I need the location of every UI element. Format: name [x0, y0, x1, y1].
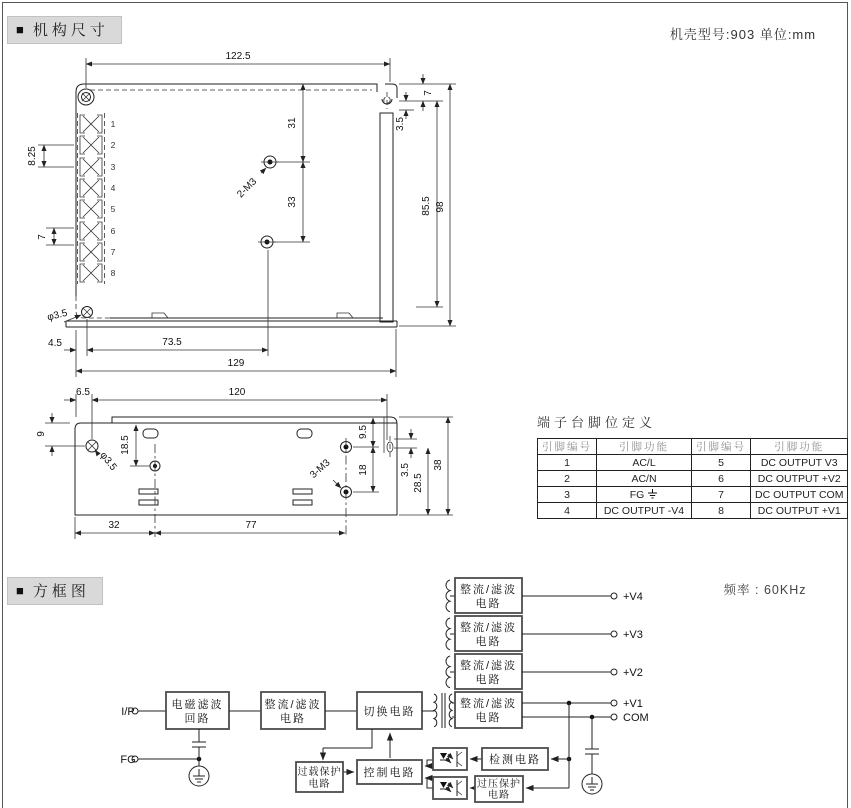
com-ground-branch: [582, 717, 602, 794]
svg-text:回路: 回路: [184, 713, 211, 725]
svg-text:3: 3: [110, 162, 116, 172]
case-outline: [75, 417, 397, 515]
dim-vent-pitch: 7: [37, 234, 48, 240]
vent-louver-strip: [78, 113, 105, 284]
svg-text:整流/滤波: 整流/滤波: [459, 584, 518, 596]
control-circuit-box: [357, 760, 422, 784]
dim-hole-span: 18: [358, 464, 369, 476]
col-header: 引脚编号: [538, 439, 597, 455]
pin-number: 3: [538, 487, 597, 503]
dim-total-height: 38: [433, 459, 444, 471]
detection-circuit-box: [482, 748, 548, 770]
block-diagram: [120, 578, 648, 802]
dim-tab-height: 7: [423, 90, 434, 96]
section-title: 方框图: [32, 583, 90, 600]
pin-function: DC OUTPUT V3: [751, 455, 848, 471]
pin-number: 2: [538, 471, 597, 487]
pin-number: 1: [538, 455, 597, 471]
output-rectifier-box-v4: [455, 578, 522, 613]
svg-text:8: 8: [110, 268, 116, 278]
pin-function: AC/N: [597, 471, 692, 487]
mounting-hole-icon: [258, 156, 279, 248]
optocoupler-icon: [433, 777, 467, 799]
dim-hole-dia: φ3.5: [46, 307, 69, 324]
transformer-icon: [422, 580, 455, 728]
pin-function: FG: [597, 487, 692, 503]
case-outline: [66, 84, 397, 327]
col-header: 引脚功能: [751, 439, 848, 455]
svg-text:电路: 电路: [475, 674, 502, 686]
dimension-lines: [36, 387, 453, 539]
svg-text:整流/滤波: 整流/滤波: [459, 698, 518, 710]
svg-text:电路: 电路: [308, 779, 331, 790]
svg-text:过压保护: 过压保护: [477, 779, 521, 790]
mounting-hole-icon: [82, 307, 93, 318]
input-terminal-label: I/P: [121, 706, 135, 718]
col-header: 引脚编号: [692, 439, 751, 455]
svg-text:电路: 电路: [475, 712, 502, 724]
svg-text:7: 7: [110, 247, 116, 257]
overload-protection-box: [296, 762, 343, 792]
terminal-numbers: [111, 119, 116, 278]
ground-icon: [582, 774, 602, 794]
dim-total-height: 98: [435, 201, 446, 213]
frequency-note: 频率 : 60KHz: [723, 583, 807, 597]
optocoupler-icon: [433, 748, 467, 770]
dim-screw-offset: 6.5: [76, 387, 90, 398]
section-title: 机构尺寸: [32, 22, 109, 39]
dim-screw-span: 120: [228, 387, 246, 398]
output-label-v3: +V3: [623, 629, 643, 641]
dim-hole-x: 73.5: [162, 337, 182, 348]
svg-text:4: 4: [110, 183, 116, 193]
dim-hole-dia: φ3.5: [97, 450, 119, 473]
dim-hole-top: 9.5: [358, 425, 369, 439]
capacitor-icon: [585, 749, 599, 754]
screw-spec-label: 2-M3: [235, 176, 260, 201]
dim-slot-offset: 18.5: [120, 435, 131, 455]
dim-inner-height: 85.5: [421, 196, 432, 216]
output-label-com: COM: [623, 712, 649, 724]
pin-number: 5: [692, 455, 751, 471]
dim-terminal-pitch: 8.25: [27, 146, 38, 166]
svg-text:切换电路: 切换电路: [363, 706, 416, 718]
screw-icon: [86, 440, 98, 452]
dim-hole-span: 33: [287, 196, 298, 208]
pin-function: AC/L: [597, 455, 692, 471]
dim-total-width: 129: [227, 358, 245, 369]
dim-hole-span-x: 77: [245, 520, 257, 531]
bullet-square-icon: ■: [16, 583, 24, 598]
pin-function: DC OUTPUT -V4: [597, 503, 692, 519]
output-rectifier-box-v3: [455, 616, 522, 651]
overvoltage-protection-box: [475, 776, 523, 802]
dim-top-offset: 9: [36, 431, 47, 437]
svg-text:电路: 电路: [280, 713, 306, 725]
svg-text:整流/滤波: 整流/滤波: [459, 622, 518, 634]
svg-text:整流/滤波: 整流/滤波: [264, 699, 322, 711]
dim-tab-hole: 3.5: [400, 463, 411, 477]
col-header: 引脚功能: [597, 439, 692, 455]
fg-terminal-label: FG: [120, 754, 136, 766]
svg-text:过载保护: 过载保护: [297, 767, 342, 778]
svg-text:检测电路: 检测电路: [489, 754, 541, 766]
svg-text:6: 6: [110, 226, 116, 236]
pin-function: DC OUTPUT +V2: [751, 471, 848, 487]
output-label-v2: +V2: [623, 667, 643, 679]
pin-number: 6: [692, 471, 751, 487]
svg-text:1: 1: [110, 119, 116, 129]
switching-circuit-box: [357, 692, 422, 729]
svg-text:电路: 电路: [475, 636, 502, 648]
mechanical-drawing-top-view: [27, 51, 456, 377]
output-rectifier-box-v1: [455, 692, 522, 728]
capacitor-icon: [192, 742, 206, 747]
case-model-info: 机壳型号:903 单位:mm: [669, 27, 817, 42]
dim-hole-x: 32: [108, 520, 120, 531]
bullet-square-icon: ■: [16, 22, 24, 37]
screw-icon: [78, 89, 94, 105]
output-label-v4: +V4: [623, 591, 643, 603]
svg-text:整流/滤波: 整流/滤波: [459, 660, 518, 672]
pin-number: 4: [538, 503, 597, 519]
screw-spec-label: 3-M3: [308, 457, 333, 481]
dim-edge-offset: 4.5: [48, 338, 62, 349]
ground-icon: [189, 766, 209, 786]
svg-text:电路: 电路: [488, 790, 510, 801]
pin-table-title: 端子台脚位定义: [537, 415, 657, 430]
pin-function: DC OUTPUT COM: [751, 487, 848, 503]
svg-text:电路: 电路: [475, 598, 502, 610]
svg-text:控制电路: 控制电路: [363, 767, 416, 779]
output-label-v1: +V1: [623, 698, 643, 710]
output-rectifier-box-v2: [455, 654, 522, 689]
dim-tab-hole-offset: 3.5: [395, 117, 406, 131]
dim-body-height: 28.5: [413, 473, 424, 493]
mechanical-drawing-side-view: [36, 387, 453, 539]
svg-text:2: 2: [110, 140, 116, 150]
fg-ground-branch: [189, 729, 209, 786]
svg-text:电磁滤波: 电磁滤波: [171, 699, 224, 711]
pin-number: 8: [692, 503, 751, 519]
pin-function: DC OUTPUT +V1: [751, 503, 848, 519]
pin-number: 7: [692, 487, 751, 503]
dim-hole1: 31: [287, 117, 298, 129]
svg-text:5: 5: [110, 204, 116, 214]
emi-filter-box: [166, 692, 229, 729]
input-rectifier-box: [261, 692, 325, 729]
dim-top-width: 122.5: [225, 51, 251, 62]
